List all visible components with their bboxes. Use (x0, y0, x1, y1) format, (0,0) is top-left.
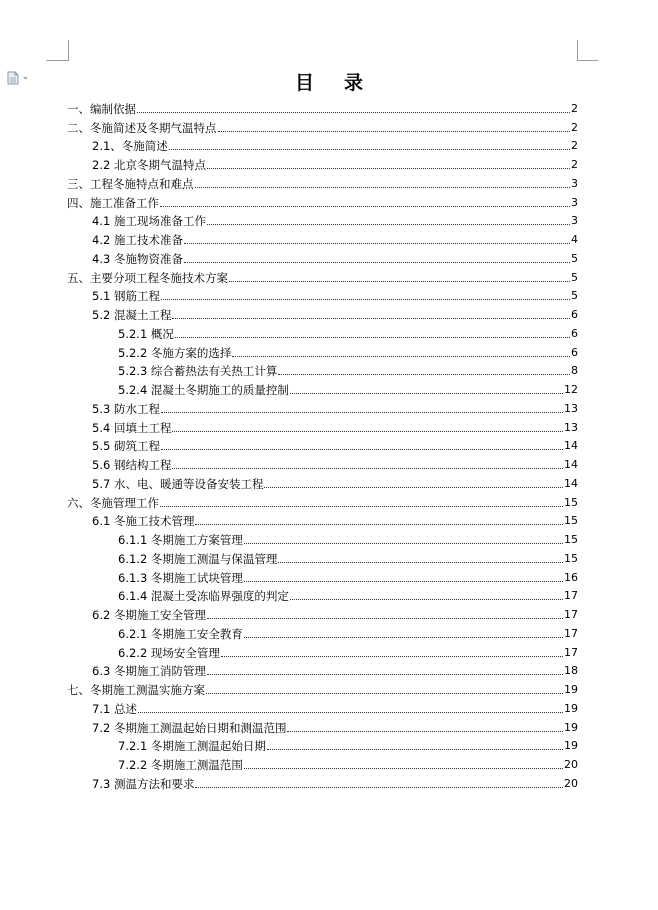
toc-page-number: 17 (564, 645, 578, 659)
toc-entry-text: 5.3 防水工程 (92, 401, 160, 416)
toc-page-number: 3 (571, 195, 578, 209)
toc-entry[interactable] (67, 229, 578, 248)
toc-dot-leader (278, 561, 563, 563)
toc-dot-leader (244, 580, 563, 582)
toc-page-number: 13 (564, 420, 578, 434)
toc-entry[interactable] (67, 661, 578, 680)
toc-entry-text: 6.1.1 冬期施工方案管理 (118, 533, 243, 547)
toc-entry[interactable] (67, 173, 578, 192)
toc-dot-leader (207, 673, 563, 675)
toc-page-number: 6 (571, 326, 578, 340)
toc-page-number: 18 (564, 664, 578, 678)
toc-page-number: 14 (564, 439, 578, 453)
toc-entry[interactable] (67, 436, 578, 455)
toc-entry[interactable] (67, 754, 578, 773)
toc-page-number: 17 (564, 589, 578, 603)
toc-entry-text: 6.2 冬期施工安全管理 (92, 608, 206, 622)
toc-entry[interactable] (67, 717, 578, 736)
toc-page-number: 15 (564, 495, 578, 509)
toc-entry-text: 6.1.2 冬期施工测温与保温管理 (118, 551, 278, 566)
toc-page-number: 2 (571, 158, 578, 171)
toc-entry-text: 二、冬施简述及冬期气温特点 (67, 120, 217, 135)
toc-entry[interactable] (67, 398, 578, 417)
toc-page-number: 8 (571, 364, 578, 378)
toc-entry-text: 5.2.2 冬施方案的选择 (118, 345, 232, 360)
toc-dot-leader (290, 392, 563, 394)
toc-dot-leader (160, 505, 563, 507)
toc-entry[interactable] (67, 286, 578, 305)
toc-dot-leader (138, 711, 563, 713)
toc-entry[interactable] (67, 454, 578, 473)
toc-page-number: 6 (571, 308, 578, 321)
toc-page-number: 12 (564, 383, 578, 396)
toc-entry[interactable] (67, 623, 578, 642)
toc-entry-text: 6.2.2 现场安全管理 (118, 645, 220, 660)
toc-page-number: 3 (571, 214, 578, 228)
toc-entry-text: 5.4 回填土工程 (92, 420, 172, 435)
toc-page-number: 19 (564, 701, 578, 715)
toc-dot-leader (169, 148, 570, 150)
toc-dot-leader (287, 730, 563, 732)
toc-page-number: 4 (571, 233, 578, 246)
toc-entry-text: 6.2.1 冬期施工安全教育 (118, 626, 243, 641)
table-of-contents (67, 98, 578, 792)
toc-page-number: 2 (571, 101, 578, 115)
toc-dot-leader (244, 542, 563, 544)
toc-entry[interactable] (67, 192, 578, 211)
toc-entry[interactable] (67, 117, 578, 136)
toc-page-number: 17 (564, 626, 578, 640)
toc-dot-leader (160, 205, 570, 207)
toc-entry-text: 7.2.1 冬期施工测温起始日期 (118, 739, 266, 754)
toc-entry[interactable] (67, 154, 578, 173)
toc-dot-leader (278, 373, 570, 375)
toc-entry[interactable] (67, 567, 578, 586)
toc-dot-leader (244, 636, 563, 638)
toc-entry[interactable] (67, 473, 578, 492)
toc-dot-leader (195, 186, 571, 188)
toc-entry-text: 三、工程冬施特点和难点 (67, 176, 194, 191)
toc-dot-leader (161, 298, 570, 300)
top-right-margin-marker (577, 40, 598, 61)
toc-entry[interactable] (67, 248, 578, 267)
toc-page-number: 5 (571, 289, 578, 303)
toc-page-number: 15 (564, 551, 578, 565)
toc-page-number: 20 (564, 776, 578, 790)
toc-page-number: 14 (564, 476, 578, 490)
toc-page-number: 19 (564, 683, 578, 696)
toc-entry-text: 5.6 钢结构工程 (92, 458, 172, 472)
toc-entry-text: 6.3 冬期施工消防管理 (92, 664, 206, 679)
toc-entry-text: 6.1.4 混凝土受冻临界强度的判定 (118, 589, 289, 604)
toc-entry-text: 5.1 钢筋工程 (92, 289, 160, 304)
toc-entry-text: 2.1、冬施简述 (92, 139, 168, 154)
toc-entry[interactable] (67, 342, 578, 361)
toc-entry[interactable] (67, 361, 578, 380)
toc-dot-leader (184, 261, 570, 263)
toc-entry[interactable] (67, 492, 578, 511)
toc-entry[interactable] (67, 736, 578, 755)
toc-page-number: 19 (564, 720, 578, 734)
toc-page-number: 5 (571, 270, 578, 284)
toc-entry-text: 五、主要分项工程冬施技术方案 (67, 270, 228, 285)
toc-dot-leader (221, 655, 563, 657)
toc-dot-leader (207, 617, 563, 619)
toc-page-number: 20 (564, 758, 578, 771)
toc-entry[interactable] (67, 698, 578, 717)
toc-page-number: 15 (564, 533, 578, 546)
toc-entry[interactable] (67, 529, 578, 548)
toc-page-number: 2 (571, 120, 578, 134)
toc-dot-leader (244, 767, 563, 769)
toc-entry-text: 一、编制依据 (67, 101, 136, 116)
toc-dot-leader (175, 336, 570, 338)
toc-entry-text: 四、施工准备工作 (67, 195, 159, 210)
toc-entry[interactable] (67, 211, 578, 230)
toc-entry-text: 7.2 冬期施工测温起始日期和测温范围 (92, 720, 287, 735)
toc-entry-text: 5.5 砌筑工程 (92, 439, 160, 454)
toc-entry-text: 七、冬期施工测温实施方案 (67, 683, 205, 697)
toc-entry-text: 7.2.2 冬期施工测温范围 (118, 758, 243, 772)
toc-entry-text: 5.7 水、电、暖通等设备安装工程 (92, 476, 264, 491)
toc-entry[interactable] (67, 586, 578, 605)
toc-page-number: 5 (571, 251, 578, 265)
toc-entry-text: 六、冬施管理工作 (67, 495, 159, 510)
toc-entry-text: 2.2 北京冬期气温特点 (92, 158, 206, 172)
toc-dot-leader (264, 486, 563, 488)
toc-entry[interactable] (67, 642, 578, 661)
toc-page-number: 3 (571, 176, 578, 190)
toc-entry-text: 4.1 施工现场准备工作 (92, 214, 206, 229)
toc-entry[interactable] (67, 548, 578, 567)
toc-entry[interactable] (67, 304, 578, 323)
toc-entry-text: 5.2.4 混凝土冬期施工的质量控制 (118, 383, 289, 397)
toc-entry[interactable] (67, 679, 578, 698)
toc-dot-leader (232, 355, 570, 357)
toc-page-number: 16 (564, 570, 578, 584)
toc-dot-leader (172, 430, 563, 432)
toc-entry-text: 4.3 冬施物资准备 (92, 251, 183, 266)
toc-entry[interactable] (67, 98, 578, 117)
toc-entry-text: 7.1 总述 (92, 701, 137, 716)
page-title: 目录 (294, 72, 393, 94)
toc-entry[interactable] (67, 379, 578, 398)
toc-dot-leader (229, 280, 570, 282)
toc-entry-text: 5.2.3 综合蓄热法有关热工计算 (118, 364, 278, 379)
toc-entry-text: 5.2.1 概况 (118, 326, 174, 341)
toc-entry[interactable] (67, 773, 578, 792)
toc-dot-leader (206, 692, 563, 694)
toc-entry[interactable] (67, 417, 578, 436)
toc-dot-leader (195, 786, 563, 788)
toc-dot-leader (207, 167, 570, 169)
toc-dot-leader (137, 111, 570, 113)
toc-page-number: 6 (571, 345, 578, 359)
toc-dot-leader (290, 598, 563, 600)
toc-page-number: 15 (564, 514, 578, 528)
toc-entry-text: 6.1.3 冬期施工试块管理 (118, 570, 243, 585)
toc-entry-text: 7.3 测温方法和要求 (92, 776, 195, 791)
toc-page-number: 13 (564, 401, 578, 415)
toc-dot-leader (172, 317, 570, 319)
toc-entry-text: 4.2 施工技术准备 (92, 233, 183, 247)
toc-dot-leader (267, 748, 563, 750)
toc-dot-leader (161, 411, 563, 413)
toc-entry[interactable] (67, 136, 578, 155)
toc-entry[interactable] (67, 604, 578, 623)
toc-page-number: 19 (564, 739, 578, 753)
toc-entry[interactable] (67, 323, 578, 342)
toc-dot-leader (184, 242, 570, 244)
toc-dot-leader (218, 130, 571, 132)
toc-entry[interactable] (67, 267, 578, 286)
toc-dot-leader (172, 467, 563, 469)
toc-page-number: 17 (564, 608, 578, 621)
toc-dot-leader (161, 448, 563, 450)
toc-page-number: 14 (564, 458, 578, 471)
toc-entry-text: 6.1 冬施工技术管理 (92, 514, 195, 529)
top-left-margin-marker (46, 40, 69, 61)
toc-dot-leader (207, 223, 570, 225)
toc-page-number: 2 (571, 139, 578, 153)
toc-dot-leader (195, 523, 563, 525)
toc-entry-text: 5.2 混凝土工程 (92, 308, 172, 322)
toc-entry[interactable] (67, 511, 578, 530)
